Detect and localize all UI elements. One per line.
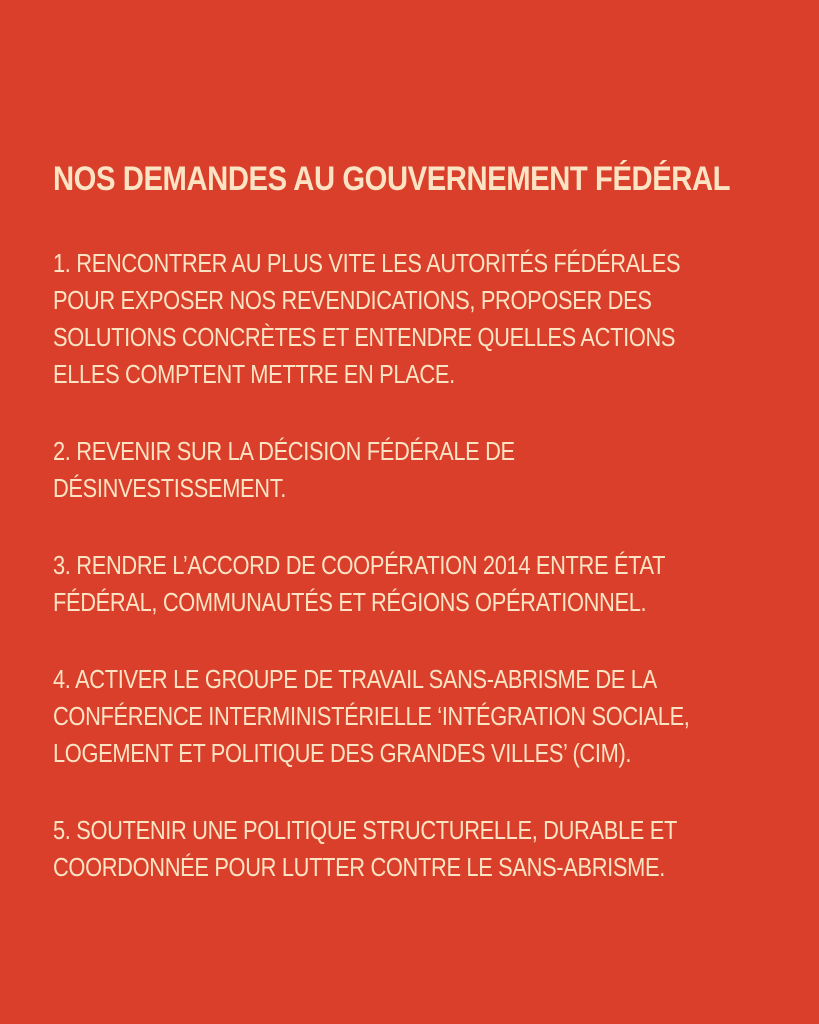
page-title: NOS DEMANDES AU GOUVERNEMENT FÉDÉRAL [53,160,731,198]
demand-item-3: 3. RENDRE L’ACCORD DE COOPÉRATION 2014 ENTRE ÉTAT FÉDÉRAL, COMMUNAUTÉS ET RÉGIONS OPÉRATIONNEL. [53,550,665,617]
demand-item-5: 5. SOUTENIR UNE POLITIQUE STRUCTURELLE, DURABLE ET COORDONNÉE POUR LUTTER CONTRE LE SANS-ABRISME. [53,815,677,882]
poster-content [53,153,768,926]
demand-item-2: 2. REVENIR SUR LA DÉCISION FÉDÉRALE DE DÉSINVESTISSEMENT. [53,436,515,503]
demand-item-1: 1. RENCONTRER AU PLUS VITE LES AUTORITÉS FÉDÉRALES POUR EXPOSER NOS REVENDICATIONS, PROPOSER DES SOLUTIONS CONCRÈTES ET ENTENDRE QUELLES ACTIONS ELLES COMPTENT METTRE EN PLACE. [53,248,681,389]
demand-item-4: 4. ACTIVER LE GROUPE DE TRAVAIL SANS-ABRISME DE LA CONFÉRENCE INTERMINISTÉRIELLE ‘INTÉGRATION SOCIALE, LOGEMENT ET POLITIQUE DES GRANDES VILLES’ (CIM). [53,664,690,768]
demand-list [53,245,768,886]
